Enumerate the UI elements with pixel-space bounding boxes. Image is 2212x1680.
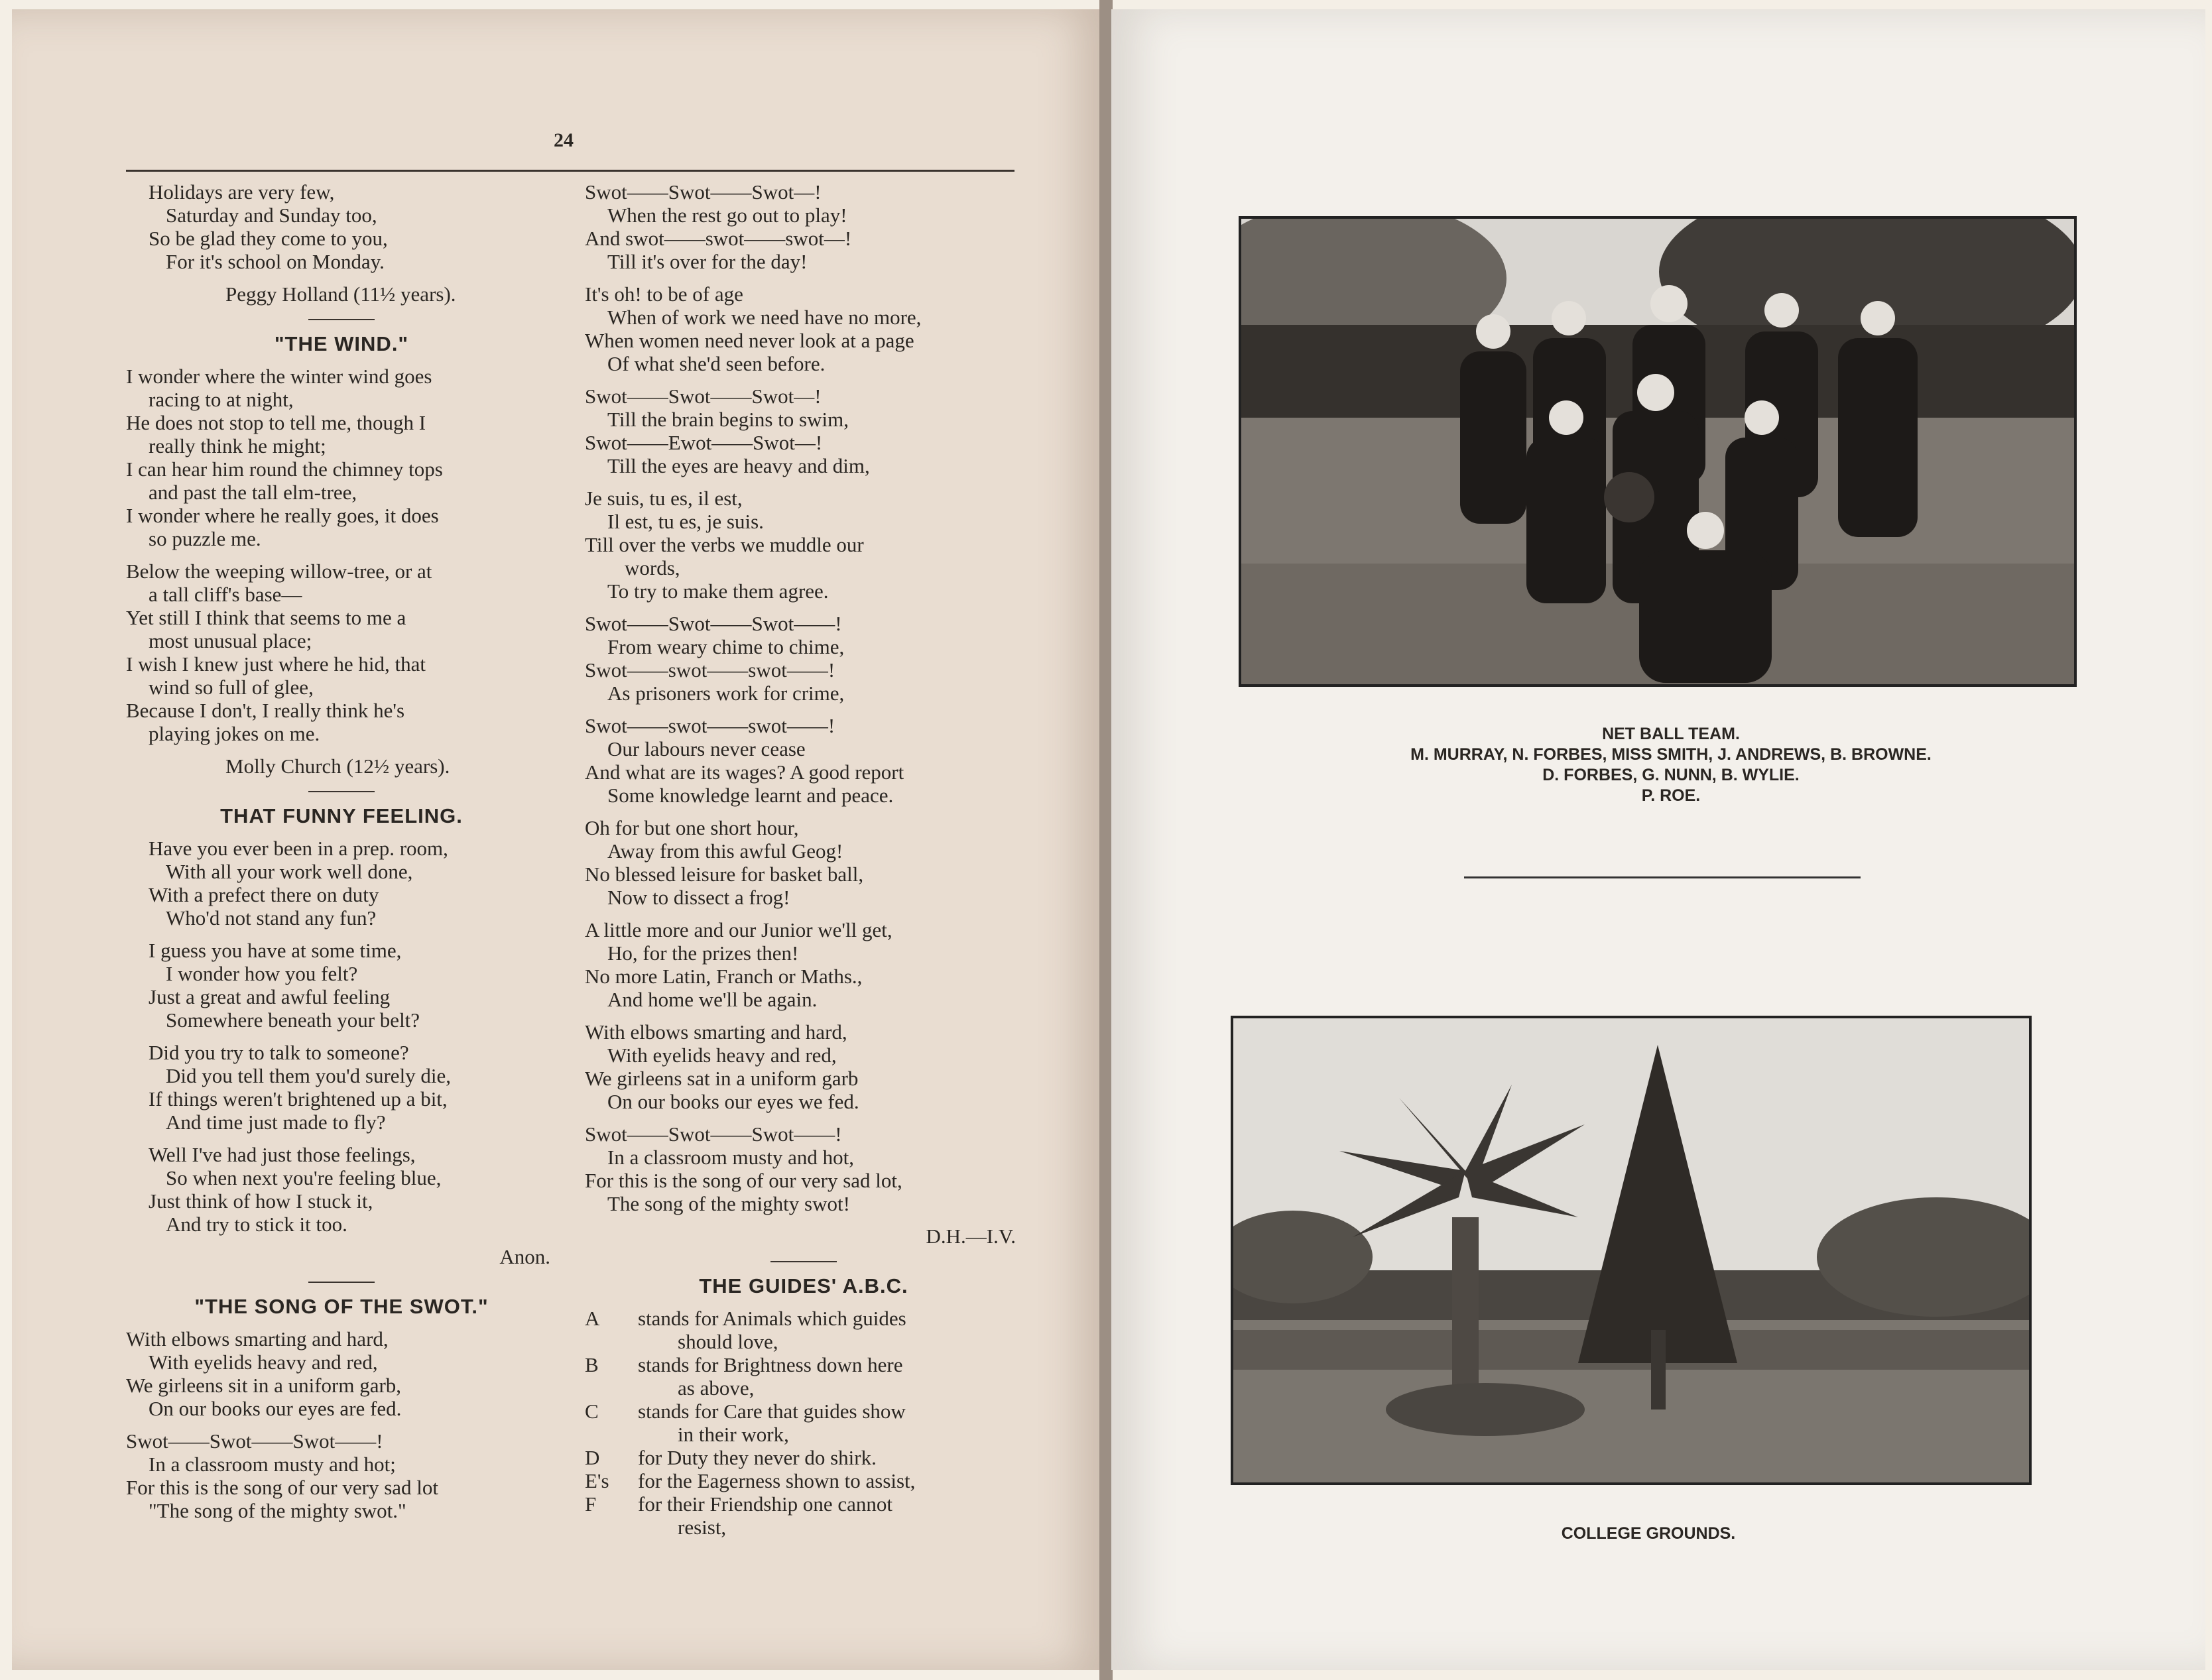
poem-line: No more Latin, Franch or Maths., [585, 965, 863, 988]
poem-line: I wish I knew just where he hid, that [126, 652, 426, 676]
team-photo-image [1241, 219, 2074, 684]
poem-holidays [126, 180, 557, 273]
abc-line: for the Eagerness shown to assist, [638, 1469, 916, 1492]
grounds-photo-image [1233, 1018, 2029, 1482]
poem-stanza [126, 1429, 557, 1522]
poem-line: And what are its wages? A good report [585, 760, 904, 784]
abc-entry [585, 1492, 1022, 1539]
book-gutter [1099, 0, 1113, 1680]
section-divider [770, 1261, 837, 1262]
poem-line: Holidays are very few, [149, 180, 335, 204]
caption-title: NET BALL TEAM. [1602, 725, 1740, 743]
poem-line: It's oh! to be of age [585, 282, 743, 306]
poem-line: When women need never look at a page [585, 329, 914, 352]
team-photo-caption [1260, 724, 2082, 806]
caption-names: M. MURRAY, N. FORBES, MISS SMITH, J. ANDREWS, B. BROWNE. [1410, 745, 1932, 764]
poem-line: When the rest go out to play! [607, 204, 847, 227]
poem-line: Il est, tu es, je suis. [607, 510, 764, 533]
poem-line: We girleens sit in a uniform garb, [126, 1374, 402, 1397]
poem-line: Did you tell them you'd surely die, [166, 1064, 452, 1087]
poem-line: In a classroom musty and hot, [607, 1146, 854, 1169]
abc-letter: A [585, 1307, 600, 1330]
poem-author: Peggy Holland (11½ years). [225, 282, 456, 306]
poem-line: a tall cliff's base— [149, 583, 302, 606]
abc-text [638, 1353, 1022, 1400]
abc-line: for Duty they never do shirk. [638, 1446, 877, 1469]
poem-line: Swot——Swot——Swot—! [585, 385, 822, 408]
poem-line: I wonder where the winter wind goes [126, 365, 432, 388]
abc-letter: C [585, 1400, 599, 1423]
poem-line: "The song of the mighty swot." [149, 1499, 406, 1522]
poem-title-wind: "THE WIND." [274, 332, 409, 355]
poem-line: Below the weeping willow-tree, or at [126, 560, 432, 583]
poem-line: Now to dissect a frog! [607, 886, 790, 909]
poem-line: I guess you have at some time, [149, 939, 402, 962]
poem-line: Je suis, tu es, il est, [585, 487, 743, 510]
poem-stanza [585, 1020, 1022, 1113]
poem-line: Somewhere beneath your belt? [166, 1008, 420, 1032]
poem-line: Who'd not stand any fun? [166, 906, 377, 930]
poem-stanza [585, 180, 1022, 273]
poem-stanza [585, 918, 1022, 1011]
abc-text [638, 1446, 1022, 1469]
poem-title-funny-feeling: THAT FUNNY FEELING. [220, 804, 463, 827]
poem-line: With elbows smarting and hard, [585, 1020, 847, 1044]
poem-stanza [585, 612, 1022, 705]
poem-line: As prisoners work for crime, [607, 682, 845, 705]
poem-line: Because I don't, I really think he's [126, 699, 405, 722]
poem-line: To try to make them agree. [607, 579, 829, 603]
poem-line: really think he might; [149, 434, 326, 457]
abc-line: stands for Brightness down here [638, 1353, 903, 1376]
poem-line: With elbows smarting and hard, [126, 1327, 389, 1350]
abc-line: as above, [678, 1376, 755, 1400]
poem-line: Yet still I think that seems to me a [126, 606, 406, 629]
abc-entry [585, 1400, 1022, 1446]
section-divider [308, 1282, 375, 1283]
poem-signature: D.H.—I.V. [926, 1225, 1016, 1248]
poem-line: Swot——Ewot——Swot—! [585, 431, 823, 454]
poem-line: Swot——swot——swot——! [585, 714, 835, 737]
poem-line: On our books our eyes are fed. [149, 1397, 402, 1420]
poem-stanza [126, 939, 557, 1032]
poem-line: Well I've had just those feelings, [149, 1143, 416, 1166]
poem-stanza [585, 714, 1022, 807]
abc-line: stands for Animals which guides [638, 1307, 906, 1330]
poem-line: We girleens sat in a uniform garb [585, 1067, 859, 1090]
poem-line: Till the eyes are heavy and dim, [607, 454, 870, 477]
caption-names: P. ROE. [1641, 786, 1701, 805]
abc-line: for their Friendship one cannot [638, 1492, 892, 1516]
poem-line: most unusual place; [149, 629, 312, 652]
abc-letter: F [585, 1492, 597, 1516]
abc-letter: B [585, 1353, 599, 1376]
abc-letter: D [585, 1446, 600, 1469]
grounds-photo-caption: COLLEGE GROUNDS. [1561, 1524, 1736, 1543]
poem-line: When of work we need have no more, [607, 306, 922, 329]
poem-stanza [585, 487, 1022, 603]
poem-line: wind so full of glee, [149, 676, 314, 699]
poem-line: So when next you're feeling blue, [166, 1166, 442, 1189]
poem-line: Saturday and Sunday too, [166, 204, 377, 227]
poem-line: For this is the song of our very sad lot, [585, 1169, 902, 1192]
poem-stanza [585, 1122, 1022, 1215]
header-rule [126, 170, 1014, 172]
poem-line: The song of the mighty swot! [607, 1192, 850, 1215]
poem-line: playing jokes on me. [149, 722, 320, 745]
abc-entry [585, 1307, 1022, 1353]
poem-line: Have you ever been in a prep. room, [149, 837, 448, 860]
abc-line: should love, [678, 1330, 778, 1353]
poem-stanza [585, 816, 1022, 909]
poem-line: I can hear him round the chimney tops [126, 457, 443, 481]
poem-line: And swot——swot——swot—! [585, 227, 852, 250]
poem-line: For it's school on Monday. [166, 250, 385, 273]
poem-line: With all your work well done, [166, 860, 413, 883]
poem-line: so puzzle me. [149, 527, 261, 550]
poem-line: Swot——Swot——Swot—! [585, 180, 822, 204]
poem-line: Till it's over for the day! [607, 250, 808, 273]
poem-line: With eyelids heavy and red, [607, 1044, 837, 1067]
guides-abc-title: THE GUIDES' A.B.C. [699, 1274, 908, 1297]
abc-letter: E's [585, 1469, 609, 1492]
poem-line: racing to at night, [149, 388, 294, 411]
poem-line: I wonder how you felt? [166, 962, 358, 985]
poem-line: Oh for but one short hour, [585, 816, 799, 839]
poem-title-swot: "THE SONG OF THE SWOT." [194, 1295, 489, 1318]
poem-line: Did you try to talk to someone? [149, 1041, 409, 1064]
abc-text [638, 1492, 1022, 1539]
poem-line: Some knowledge learnt and peace. [607, 784, 894, 807]
abc-entry [585, 1446, 1022, 1469]
abc-line: resist, [678, 1516, 727, 1539]
poem-line: Swot——Swot——Swot——! [126, 1429, 383, 1453]
poem-stanza [585, 282, 1022, 375]
poem-stanza [126, 365, 557, 550]
poem-line: Ho, for the prizes then! [607, 941, 799, 965]
poem-line: No blessed leisure for basket ball, [585, 863, 864, 886]
poem-line: Till over the verbs we muddle our [585, 533, 864, 556]
abc-entry [585, 1353, 1022, 1400]
poem-stanza [126, 1327, 557, 1420]
poem-line: If things weren't brightened up a bit, [149, 1087, 448, 1110]
abc-entry [585, 1469, 1022, 1492]
left-column [126, 180, 557, 1531]
poem-line: Just think of how I stuck it, [149, 1189, 373, 1213]
poem-line: With eyelids heavy and red, [149, 1350, 378, 1374]
middle-column [585, 180, 1022, 1539]
poem-author: Anon. [499, 1245, 550, 1268]
poem-line: Swot——swot——swot——! [585, 658, 835, 682]
poem-line: And time just made to fly? [166, 1110, 386, 1134]
page-number: 24 [554, 129, 574, 151]
right-page-divider [1464, 876, 1861, 878]
poem-line: Swot——Swot——Swot——! [585, 1122, 842, 1146]
abc-line: stands for Care that guides show [638, 1400, 906, 1423]
poem-stanza [126, 1041, 557, 1134]
college-grounds-photo [1231, 1016, 2032, 1485]
poem-stanza [126, 1143, 557, 1236]
section-divider [308, 791, 375, 792]
caption-names: D. FORBES, G. NUNN, B. WYLIE. [1542, 766, 1800, 784]
poem-stanza [126, 837, 557, 930]
poem-line: Of what she'd seen before. [607, 352, 826, 375]
poem-line: I wonder where he really goes, it does [126, 504, 439, 527]
poem-line: And home we'll be again. [607, 988, 818, 1011]
poem-line: A little more and our Junior we'll get, [585, 918, 892, 941]
poem-line: words, [625, 556, 680, 579]
poem-line: Away from this awful Geog! [607, 839, 843, 863]
poem-line: In a classroom musty and hot; [149, 1453, 396, 1476]
poem-line: From weary chime to chime, [607, 635, 845, 658]
poem-line: Swot——Swot——Swot——! [585, 612, 842, 635]
poem-line: Till the brain begins to swim, [607, 408, 849, 431]
poem-line: On our books our eyes we fed. [607, 1090, 859, 1113]
abc-text [638, 1307, 1022, 1353]
poem-stanza [126, 560, 557, 745]
abc-text [638, 1469, 1022, 1492]
poem-line: He does not stop to tell me, though I [126, 411, 426, 434]
poem-author: Molly Church (12½ years). [225, 754, 450, 778]
abc-text [638, 1400, 1022, 1446]
poem-line: So be glad they come to you, [149, 227, 388, 250]
abc-line: in their work, [678, 1423, 789, 1446]
poem-line: With a prefect there on duty [149, 883, 379, 906]
poem-line: For this is the song of our very sad lot [126, 1476, 438, 1499]
poem-line: And try to stick it too. [166, 1213, 347, 1236]
poem-line: Just a great and awful feeling [149, 985, 391, 1008]
poem-stanza [585, 385, 1022, 477]
net-ball-team-photo [1239, 216, 2077, 687]
poem-line: and past the tall elm-tree, [149, 481, 357, 504]
poem-line: Our labours never cease [607, 737, 806, 760]
section-divider [308, 319, 375, 320]
